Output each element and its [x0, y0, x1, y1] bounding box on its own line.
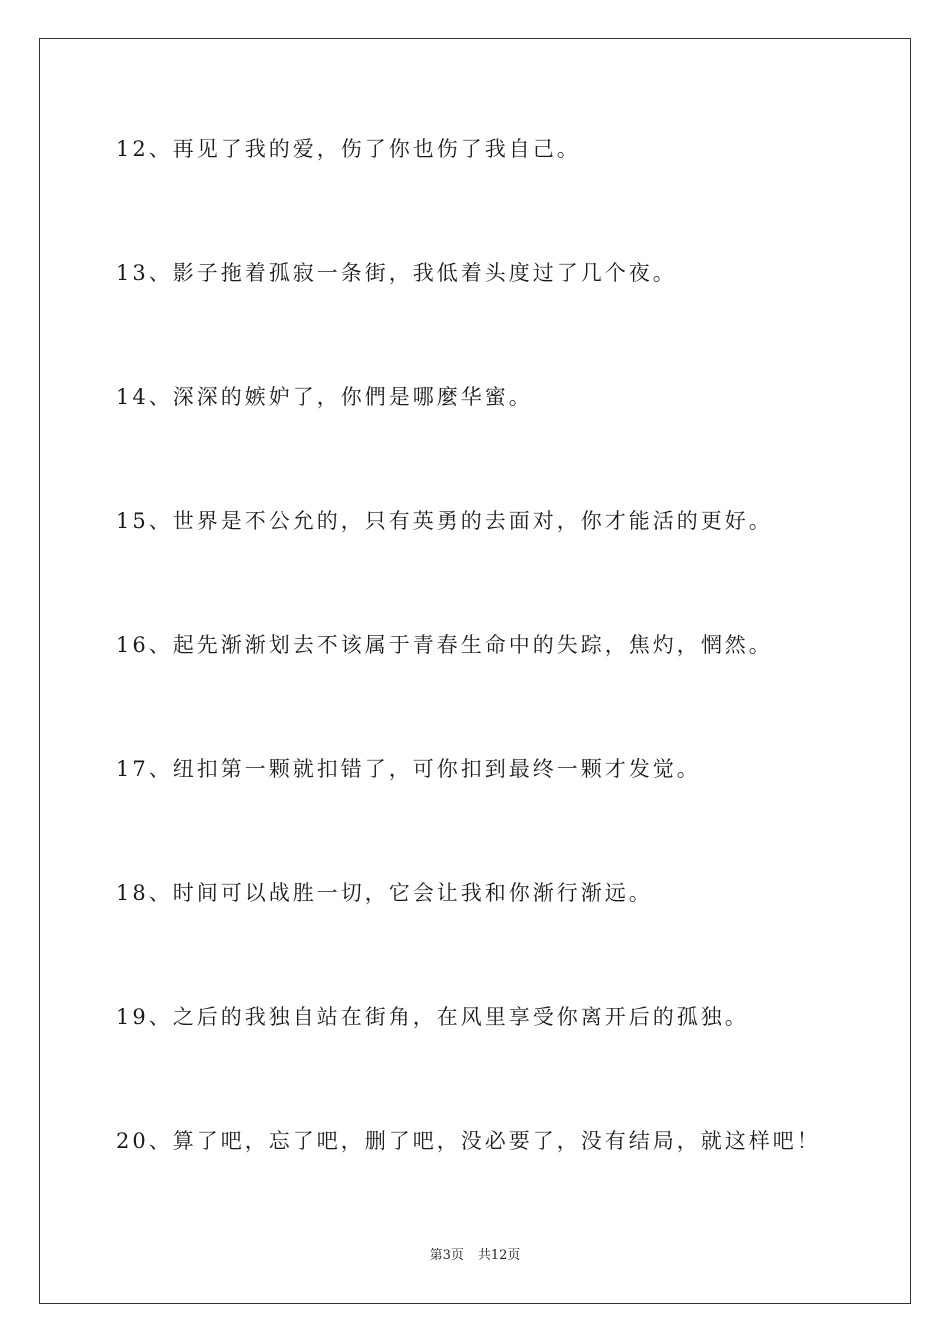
- list-item: 17、纽扣第一颗就扣错了，可你扣到最终一颗才发觉。: [116, 757, 701, 781]
- list-item: 13、影子拖着孤寂一条街，我低着头度过了几个夜。: [116, 261, 677, 285]
- list-item: 14、深深的嫉妒了，你們是哪麼华蜜。: [116, 385, 533, 409]
- list-item: 18、时间可以战胜一切，它会让我和你渐行渐远。: [116, 881, 653, 905]
- list-item: 12、再见了我的爱，伤了你也伤了我自己。: [116, 137, 581, 161]
- list-item: 20、算了吧，忘了吧，删了吧，没必要了，没有结局，就这样吧！: [116, 1129, 821, 1153]
- list-item: 16、起先渐渐划去不该属于青春生命中的失踪，焦灼，惘然。: [116, 633, 773, 657]
- current-page-label: 第3页: [429, 1248, 464, 1263]
- list-item: 19、之后的我独自站在街角，在风里享受你离开后的孤独。: [116, 1005, 749, 1029]
- total-pages-label: 共12页: [477, 1248, 521, 1263]
- page-border: [39, 38, 911, 1304]
- page-footer: [0, 1246, 950, 1266]
- list-item: 15、世界是不公允的，只有英勇的去面对，你才能活的更好。: [116, 509, 773, 533]
